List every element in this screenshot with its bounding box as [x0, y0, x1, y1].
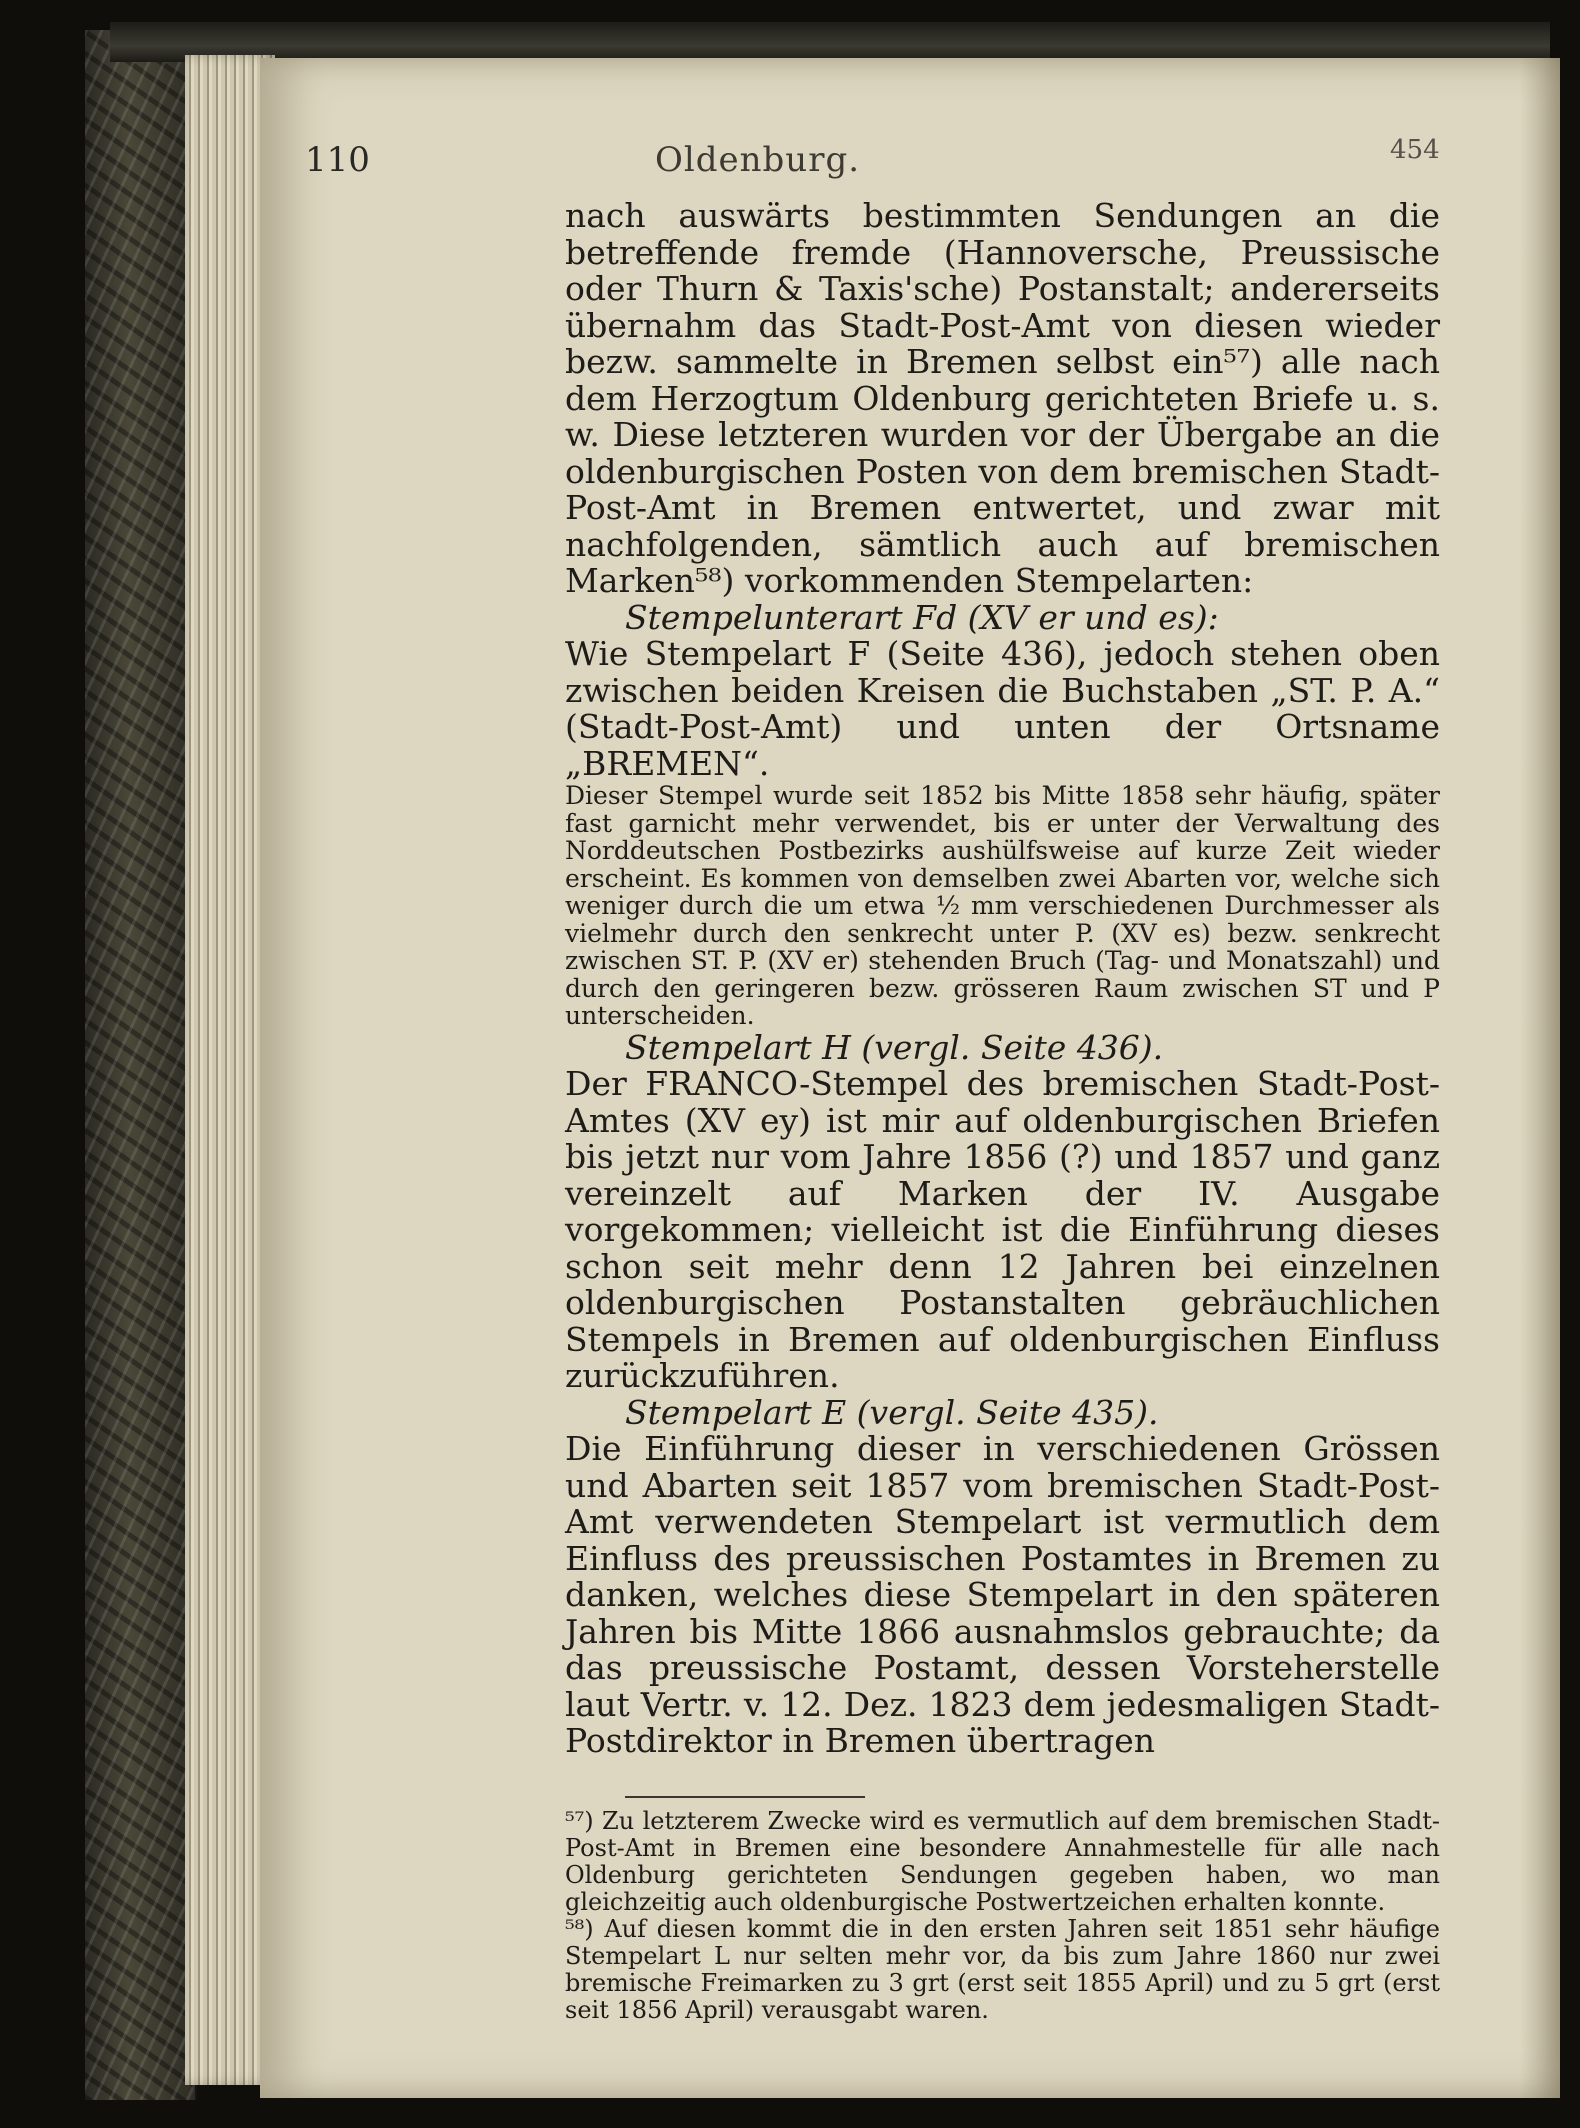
section-heading: Stempelunterart Fd (XV er und es):: [625, 597, 1219, 637]
page-number: 110: [305, 140, 370, 180]
footnote-57: ⁵⁷) Zu letzterem Zwecke wird es vermutlich auf dem bremischen Stadt-Post-Amt in Bremen eine besondere Annahmestelle für alle nach Oldenburg gerichteten Sendungen gegeben haben, wo man gleichzeitig auch oldenburgische Postwertzeichen erhalten konnte.: [565, 1806, 1440, 1916]
page-header: [305, 135, 1445, 180]
paragraph: Der FRANCO-Stempel des bremischen Stadt-Post-Amtes (XV ey) ist mir auf oldenburgischen Briefen bis jetzt nur vom Jahre 1856 (?) und 1857 und ganz vereinzelt auf Marken der IV. Ausgabe vorgekommen; vielleicht ist die Einführung dieses schon seit mehr denn 12 Jahren bei einzelnen oldenburgischen Postanstalten gebräuchlichen Stempels in Bremen auf oldenburgischen Einfluss zurückzuführen.: [565, 1064, 1440, 1395]
footnote-divider: [625, 1796, 865, 1798]
paragraph: Wie Stempelart F (Seite 436), jedoch stehen oben zwischen beiden Kreisen die Buchstaben „ST. P. A.“ (Stadt-Post-Amt) und unten der Ortsname „BREMEN“.: [565, 634, 1440, 783]
paragraph: Die Einführung dieser in verschiedenen Grössen und Abarten seit 1857 vom bremischen Stadt-Post-Amt verwendeten Stempelart ist vermutlich dem Einfluss des preussischen Postamtes in Bremen zu danken, welches diese Stempelart in den späteren Jahren bis Mitte 1866 ausnahmslos gebrauchte; da das preussische Postamt, dessen Vorsteherstelle laut Vertr. v. 12. Dez. 1823 dem jedesmaligen Stadt-Postdirektor in Bremen übertragen: [565, 1429, 1440, 1760]
small-print-note: Dieser Stempel wurde seit 1852 bis Mitte 1858 sehr häufig, später fast garnicht mehr verwendet, bis er unter der Verwaltung des Norddeutschen Postbezirks aushülfsweise auf kurze Zeit wieder erscheint. Es kommen von demselben zwei Abarten vor, welche sich weniger durch die um etwa ½ mm verschiedenen Durchmesser als vielmehr durch den senkrecht unter P. (XV es) bezw. senkrecht zwischen ST. P. (XV er) stehenden Bruch (Tag- und Monatszahl) und durch den geringeren bezw. grösseren Raum zwischen ST und P unterscheiden.: [565, 781, 1440, 1030]
book-top-edge: [110, 22, 1550, 62]
book-cover-binding: [85, 30, 197, 2100]
page-gutter-shadow: [1520, 58, 1560, 2098]
running-title: Oldenburg.: [655, 140, 861, 180]
footnote-58: ⁵⁸) Auf diesen kommt die in den ersten Jahren seit 1851 sehr häufige Stempelart L nur selten mehr vor, da bis zum Jahre 1860 nur zwei bremische Freimarken zu 3 grt (erst seit 1855 April) und zu 5 grt (erst seit 1856 April) verausgabt waren.: [565, 1914, 1440, 2024]
page-body: [565, 198, 1440, 2024]
paragraph: nach auswärts bestimmten Sendungen an die betreffende fremde (Hannoversche, Preussische oder Thurn & Taxis'sche) Postanstalt; andererseits übernahm das Stadt-Post-Amt von diesen wieder bezw. sammelte in Bremen selbst ein⁵⁷) alle nach dem Herzogtum Oldenburg gerichteten Briefe u. s. w. Diese letzteren wurden vor der Übergabe an die oldenburgischen Posten von dem bremischen Stadt-Post-Amt in Bremen entwertet, und zwar mit nachfolgenden, sämtlich auch auf bremischen Marken⁵⁸) vorkommenden Stempelarten:: [565, 196, 1440, 600]
section-heading: Stempelart E (vergl. Seite 435).: [625, 1392, 1159, 1432]
section-heading: Stempelart H (vergl. Seite 436).: [625, 1027, 1164, 1067]
stamp-number: 454: [1390, 135, 1440, 165]
